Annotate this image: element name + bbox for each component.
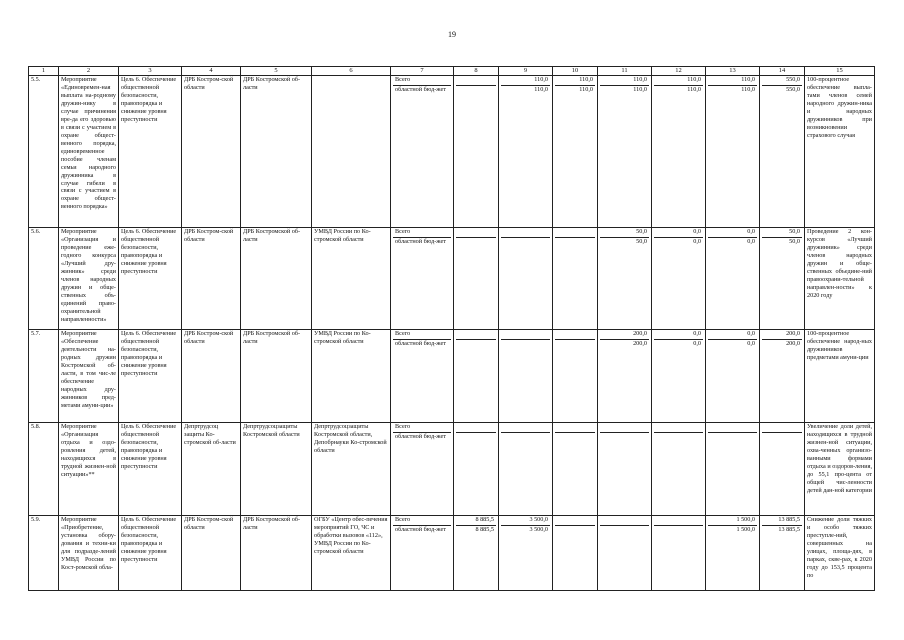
- table-row: [29, 330, 875, 423]
- year-2019-cell-value: [708, 423, 757, 432]
- administrator: ДРБ Костром-ской области: [182, 516, 241, 591]
- year-2016-cell: [553, 228, 598, 330]
- year-2017-cell-value: [600, 525, 649, 535]
- year-2016-cell-value: [555, 228, 595, 237]
- year-2019-cell-value: 0,0: [708, 237, 757, 247]
- year-2017-cell-value: [600, 432, 649, 442]
- goal-text: Цель 6. Обеспечение общественной безопасности, правопорядка и снижение уровня преступности: [119, 330, 182, 423]
- administrator: Депртрудсоц защиты Ко-стромской об-ласти: [182, 423, 241, 516]
- column-number: 14: [760, 67, 805, 76]
- year-2018-cell-value: 0,0: [693, 228, 701, 236]
- year-2014-cell-value: [456, 237, 496, 247]
- funding-source: [391, 76, 454, 228]
- expected-result: Снижение доли тяжких и особо тяжких преступле-ний, совершенных на улицах, площа-дях, в парках, скве-рах, к 2020 году до 153,5 процента по: [805, 516, 875, 591]
- administrator: ДРБ Костром-ской области: [182, 76, 241, 228]
- total-cell: [760, 76, 805, 228]
- total-cell-value: 50,0: [789, 228, 800, 236]
- year-2016-cell: [553, 516, 598, 591]
- administrator: ДРБ Костром-ской области: [182, 228, 241, 330]
- year-2017-cell: [598, 423, 652, 516]
- table-row: [29, 76, 875, 228]
- year-2014-cell: [454, 423, 499, 516]
- event-name: Мероприятие «Организация и проведение еже-годного конкурса «Лучший дру-жинник» среди членов народных дружин и обще-ственных объ-единений право-охранительной направленности»: [59, 228, 119, 330]
- year-2016-cell-value: [555, 237, 595, 247]
- funding-source: [391, 330, 454, 423]
- year-2019-cell: [706, 76, 760, 228]
- goal-text: Цель 6. Обеспечение общественной безопасности, правопорядка и снижение уровня преступности: [119, 423, 182, 516]
- year-2017-cell: [598, 330, 652, 423]
- year-2017-cell-value: 110,0: [633, 76, 647, 84]
- column-number: 6: [312, 67, 391, 76]
- year-2017-cell: [598, 228, 652, 330]
- year-2014-cell-value: 8 885,5: [456, 525, 496, 535]
- year-2018-cell: [652, 330, 706, 423]
- expected-result: 100-процентное обеспечение выпла-тами членов семей народного дружин-ника и народных дружинников при возникновении страхового случая: [805, 76, 875, 228]
- year-2019-cell-value: 0,0: [747, 228, 755, 236]
- total-cell-value: 50,0: [762, 237, 802, 247]
- year-2019-cell-value: [708, 432, 757, 442]
- year-2016-cell-value: 110,0: [555, 85, 595, 95]
- expected-result: Проведение 2 кон-курсов «Лучший дружинник» среди членов народных дружин и обще-ственных объедине-ний правоохрани-тельной направлен-ности» к 2020 году: [805, 228, 875, 330]
- year-2019-cell: [706, 516, 760, 591]
- year-2015-cell-value: 110,0: [534, 76, 548, 84]
- executor: ДРБ Костромской об-ласти: [241, 330, 312, 423]
- year-2018-cell-value: 0,0: [654, 237, 703, 247]
- table-row: [29, 516, 875, 591]
- year-2019-cell: [706, 228, 760, 330]
- row-number: 5.7.: [29, 330, 59, 423]
- year-2018-cell: [652, 516, 706, 591]
- column-number: 15: [805, 67, 875, 76]
- year-2014-cell: [454, 516, 499, 591]
- column-number: 9: [499, 67, 553, 76]
- year-2015-cell: [499, 330, 553, 423]
- funding-source-value: областной бюд-жет: [393, 432, 451, 442]
- total-cell-value: 200,0: [786, 330, 800, 338]
- column-number: 11: [598, 67, 652, 76]
- year-2016-cell-value: [555, 330, 595, 339]
- row-number: 5.6.: [29, 228, 59, 330]
- year-2019-cell-value: 0,0: [747, 330, 755, 338]
- year-2016-cell-value: [555, 432, 595, 442]
- year-2017-cell-value: 110,0: [600, 85, 649, 95]
- event-name: Мероприятие «Организация отдыха и оздо-ровления детей, находящихся в трудной жизнен-ной ситуации»**: [59, 423, 119, 516]
- funding-source-value: Всего: [395, 423, 411, 431]
- executor: ДРБ Костромской об-ласти: [241, 516, 312, 591]
- year-2018-cell: [652, 76, 706, 228]
- year-2018-cell: [652, 423, 706, 516]
- year-2017-cell-value: 50,0: [636, 228, 647, 236]
- total-cell: [760, 423, 805, 516]
- year-2016-cell-value: [555, 525, 595, 535]
- year-2019-cell: [706, 423, 760, 516]
- year-2017-cell: [598, 516, 652, 591]
- year-2019-cell-value: 1 500,0: [708, 525, 757, 535]
- row-number: 5.5.: [29, 76, 59, 228]
- year-2015-cell-value: [501, 228, 550, 237]
- funding-source-value: Всего: [395, 516, 411, 524]
- year-2018-cell-value: [654, 432, 703, 442]
- year-2015-cell: [499, 76, 553, 228]
- year-2015-cell-value: [501, 432, 550, 442]
- year-2019-cell-value: 1 500,0: [736, 516, 755, 524]
- participant: Депртрудсоцзащиты Костромской области, Депобрнауки Ко-стромской области: [312, 423, 391, 516]
- year-2014-cell-value: [456, 85, 496, 95]
- program-events-table: [28, 66, 875, 591]
- year-2015-cell-value: [501, 237, 550, 247]
- funding-source: [391, 423, 454, 516]
- event-name: Мероприятие «Единовремен-ная выплата на-родному дружин-нику в случае причинения вре-да его здоровью в связи с участием в охране общест-венного порядка, единовременное пособие членам семьи народного дружинника в случае гибели в связи с участием в охране общест-венного порядка»: [59, 76, 119, 228]
- year-2015-cell: [499, 516, 553, 591]
- total-cell: [760, 330, 805, 423]
- executor: ДРБ Костромской об-ласти: [241, 76, 312, 228]
- year-2016-cell-value: [555, 516, 595, 525]
- column-number: 13: [706, 67, 760, 76]
- funding-source-value: областной бюд-жет: [393, 237, 451, 247]
- total-cell-value: 550,0: [786, 76, 800, 84]
- column-number-row: [29, 67, 875, 76]
- funding-source: [391, 228, 454, 330]
- column-number: 10: [553, 67, 598, 76]
- year-2018-cell-value: 0,0: [654, 339, 703, 349]
- year-2014-cell: [454, 330, 499, 423]
- goal-text: Цель 6. Обеспечение общественной безопасности, правопорядка и снижение уровня преступности: [119, 516, 182, 591]
- event-name: Мероприятие «Обеспечение деятельности на-родных дружин Костромской об-ласти, в том чис-ле обеспечение народных дру-жинников пред-метами амуни-ции»: [59, 330, 119, 423]
- total-cell-value: 550,0: [762, 85, 802, 95]
- year-2017-cell-value: [600, 423, 649, 432]
- total-cell-value: [762, 423, 802, 432]
- funding-source-value: областной бюд-жет: [393, 85, 451, 95]
- year-2018-cell-value: [654, 525, 703, 535]
- funding-source-value: Всего: [395, 228, 411, 236]
- total-cell-value: 13 885,5: [778, 516, 800, 524]
- year-2019-cell: [706, 330, 760, 423]
- row-number: 5.9.: [29, 516, 59, 591]
- year-2018-cell-value: [654, 423, 703, 432]
- participant: УМВД России по Ко-стромской области: [312, 330, 391, 423]
- funding-source-value: Всего: [395, 76, 411, 84]
- year-2015-cell-value: 3 500,0: [501, 525, 550, 535]
- administrator: ДРБ Костром-ской области: [182, 330, 241, 423]
- year-2018-cell-value: [654, 516, 703, 525]
- column-number: 2: [59, 67, 119, 76]
- expected-result: 100-процентное обеспечение народ-ных дружинников предметами амуни-ции: [805, 330, 875, 423]
- participant: [312, 76, 391, 228]
- year-2015-cell-value: 110,0: [501, 85, 550, 95]
- year-2017-cell: [598, 76, 652, 228]
- column-number: 3: [119, 67, 182, 76]
- table-row: [29, 423, 875, 516]
- year-2014-cell-value: [456, 228, 496, 237]
- year-2019-cell-value: 0,0: [708, 339, 757, 349]
- participant: ОГБУ «Центр обес-печения мероприятий ГО, ЧС и обработки вызовов «112», УМВД России по Ко-стромской области: [312, 516, 391, 591]
- total-cell: [760, 516, 805, 591]
- year-2017-cell-value: 200,0: [633, 330, 647, 338]
- year-2016-cell-value: [555, 339, 595, 349]
- year-2018-cell-value: 110,0: [687, 76, 701, 84]
- year-2019-cell-value: 110,0: [708, 85, 757, 95]
- year-2018-cell-value: 110,0: [654, 85, 703, 95]
- year-2017-cell-value: 200,0: [600, 339, 649, 349]
- year-2018-cell-value: 0,0: [693, 330, 701, 338]
- year-2016-cell: [553, 423, 598, 516]
- executor: ДРБ Костромской об-ласти: [241, 228, 312, 330]
- year-2016-cell-value: 110,0: [579, 76, 593, 84]
- row-number: 5.8.: [29, 423, 59, 516]
- year-2015-cell: [499, 423, 553, 516]
- year-2016-cell: [553, 76, 598, 228]
- total-cell-value: 13 885,5: [762, 525, 802, 535]
- total-cell: [760, 228, 805, 330]
- year-2014-cell-value: [456, 76, 496, 85]
- funding-source-value: Всего: [395, 330, 411, 338]
- year-2014-cell-value: [456, 432, 496, 442]
- column-number: 5: [241, 67, 312, 76]
- goal-text: Цель 6. Обеспечение общественной безопасности, правопорядка и снижение уровня преступности: [119, 76, 182, 228]
- year-2015-cell-value: [501, 423, 550, 432]
- year-2015-cell: [499, 228, 553, 330]
- year-2015-cell-value: [501, 330, 550, 339]
- participant: УМВД России по Ко-стромской области: [312, 228, 391, 330]
- year-2016-cell-value: [555, 423, 595, 432]
- year-2017-cell-value: [600, 516, 649, 525]
- page-number: 19: [448, 30, 456, 39]
- column-number: 7: [391, 67, 454, 76]
- year-2014-cell-value: [456, 339, 496, 349]
- year-2015-cell-value: 3 500,0: [529, 516, 548, 524]
- goal-text: Цель 6. Обеспечение общественной безопасности, правопорядка и снижение уровня преступности: [119, 228, 182, 330]
- funding-source-value: областной бюд-жет: [393, 339, 451, 349]
- event-name: Мероприятие «Приобретение, установка обору-дования и техни-ки для подразде-лений УМВД России по Кост-ромской обла-: [59, 516, 119, 591]
- column-number: 4: [182, 67, 241, 76]
- year-2014-cell-value: [456, 423, 496, 432]
- year-2014-cell: [454, 228, 499, 330]
- expected-result: Увеличение доли детей, находящихся в трудной жизнен-ной ситуации, охва-ченных организо-ванными формами отдыха и оздоров-ления, до 55,1 про-цента от общей чис-ленности детей дан-ной категории: [805, 423, 875, 516]
- funding-source-value: областной бюд-жет: [393, 525, 451, 535]
- year-2019-cell-value: 110,0: [741, 76, 755, 84]
- year-2014-cell: [454, 76, 499, 228]
- column-number: 1: [29, 67, 59, 76]
- year-2017-cell-value: 50,0: [600, 237, 649, 247]
- year-2015-cell-value: [501, 339, 550, 349]
- year-2014-cell-value: 8 885,5: [475, 516, 494, 524]
- funding-source: [391, 516, 454, 591]
- total-cell-value: 200,0: [762, 339, 802, 349]
- table-row: [29, 228, 875, 330]
- executor: Депртрудсоцзащиты Костромской области: [241, 423, 312, 516]
- year-2014-cell-value: [456, 330, 496, 339]
- year-2018-cell: [652, 228, 706, 330]
- column-number: 8: [454, 67, 499, 76]
- year-2016-cell: [553, 330, 598, 423]
- column-number: 12: [652, 67, 706, 76]
- total-cell-value: [762, 432, 802, 442]
